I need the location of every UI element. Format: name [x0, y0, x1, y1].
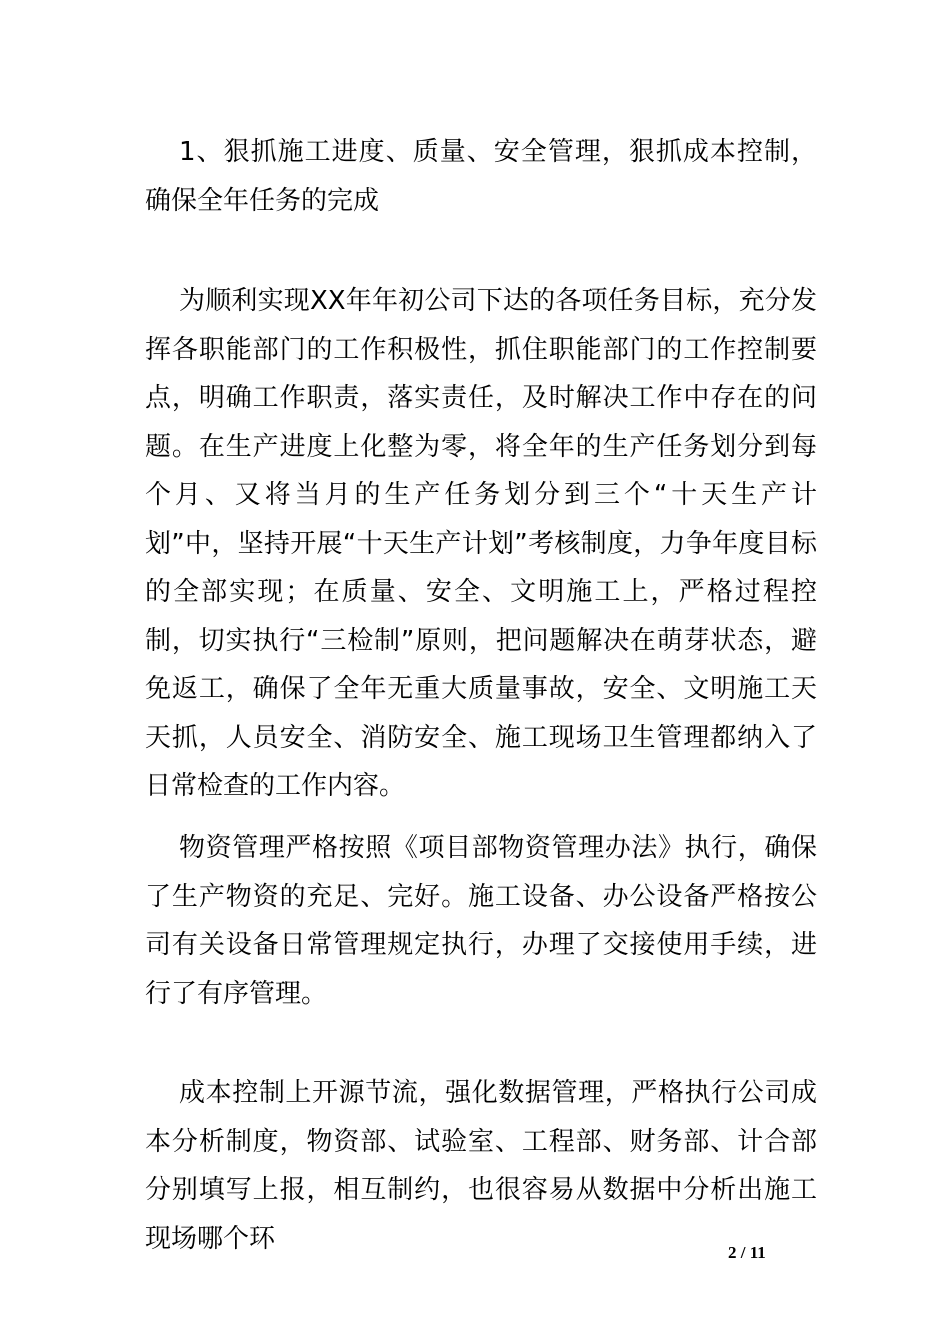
body-paragraph-cost-control: 成本控制上开源节流，强化数据管理，严格执行公司成本分析制度，物资部、试验室、工程部、财务部、计合部分别填写上报，相互制约，也很容易从数据中分析出施工现场哪个环 — [145, 1078, 817, 1254]
body-paragraph-progress-quality: 为顺利实现XX年年初公司下达的各项任务目标，充分发挥各职能部门的工作积极性，抓住职能部门的工作控制要点，明确工作职责，落实责任，及时解决工作中存在的问题。在生产进度上化整为零，将全年的生产任务划分到每个月、又将当月的生产任务划分到三个“十天生产计划”中，坚持开展“十天生产计划”考核制度，力争年度目标的全部实现；在质量、安全、文明施工上，严格过程控制，切实执行“三检制”原则，把问题解决在萌芽状态，避免返工，确保了全年无重大质量事故，安全、文明施工天天抓，人员安全、消防安全、施工现场卫生管理都纳入了日常检查的工作内容。 — [145, 286, 817, 801]
body-paragraph-materials: 物资管理严格按照《项目部物资管理办法》执行，确保了生产物资的充足、完好。施工设备、办公设备严格按公司有关设备日常管理规定执行，办理了交接使用手续，进行了有序管理。 — [145, 833, 817, 1009]
heading-paragraph: 1、狠抓施工进度、质量、安全管理，狠抓成本控制，确保全年任务的完成 — [145, 137, 817, 216]
page-number: 2 / 11 — [728, 1243, 766, 1262]
